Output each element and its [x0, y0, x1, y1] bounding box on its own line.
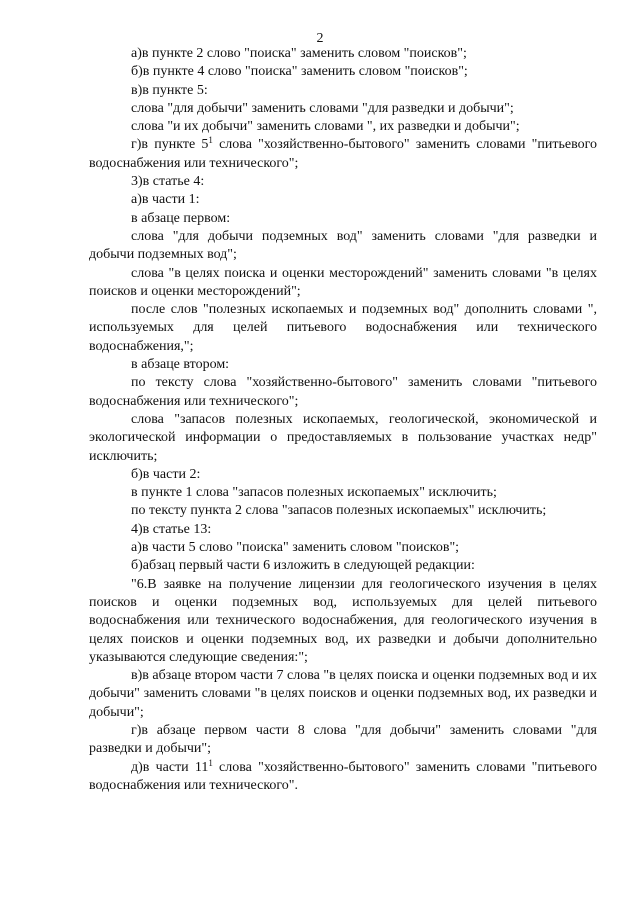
paragraph: 3)в статье 4:: [131, 174, 205, 190]
paragraph-text: д)в части 11: [131, 759, 209, 775]
paragraph: а)в пункте 2 слово "поиска" заменить словом "поисков";: [131, 46, 467, 61]
superscript: 1: [208, 135, 213, 146]
paragraph: слова "в целях поиска и оценки месторождений" заменить словами "в целях поисков и оценки месторождений";: [89, 265, 597, 299]
paragraph-text: г)в пункте 5: [131, 137, 209, 153]
paragraph: слова "запасов полезных ископаемых, геологической, экономической и экологической информации о предоставляемых в пользование участках недр" исключить;: [89, 411, 597, 464]
paragraph: б)в пункте 4 слово "поиска" заменить словом "поисков";: [131, 64, 468, 80]
paragraph: в)в пункте 5:: [131, 82, 208, 98]
paragraph-text: слова "хозяйственно-бытового" заменить словами "питьевого водоснабжения или технического";: [89, 137, 597, 171]
paragraph: "6.В заявке на получение лицензии для геологического изучения в целях поисков и оценки подземных вод, используемых для целей питьевого водоснабжения или технического водоснабжения, для геологического изучения в целях поисков и оценки подземных вод, их разведки и добычи дополнительно указываются следующие сведения:";: [89, 576, 597, 665]
paragraph: в)в абзаце втором части 7 слова "в целях поиска и оценки подземных вод и их добычи" заменить словами "в целях поисков и оценки подземных вод, их разведки и добычи";: [89, 668, 597, 720]
paragraph: слова "для добычи" заменить словами "для разведки и добычи";: [131, 100, 514, 116]
paragraph: в абзаце втором:: [131, 357, 230, 373]
paragraph: в пункте 1 слова "запасов полезных ископаемых" исключить;: [131, 485, 497, 501]
paragraph: [89, 136, 597, 173]
paragraph: после слов "полезных ископаемых и подземных вод" дополнить словами ", используемых для целей питьевого водоснабжения или технического водоснабжения,";: [89, 302, 597, 354]
paragraph: б)абзац первый части 6 изложить в следующей редакции:: [131, 558, 475, 574]
paragraph: [89, 759, 597, 796]
paragraph: слова "для добычи подземных вод" заменить словами "для разведки и добычи подземных вод";: [89, 228, 597, 263]
superscript: 1: [208, 757, 213, 768]
paragraph: по тексту слова "хозяйственно-бытового" заменить словами "питьевого водоснабжения или технического";: [89, 375, 597, 409]
paragraph: по тексту пункта 2 слова "запасов полезных ископаемых" исключить;: [131, 503, 547, 519]
document-body: [89, 45, 597, 795]
paragraph: г)в абзаце первом части 8 слова "для добычи" заменить словами "для разведки и добычи";: [89, 722, 597, 757]
paragraph: 4)в статье 13:: [131, 521, 212, 537]
paragraph: а)в части 1:: [131, 192, 200, 208]
paragraph: в абзаце первом:: [131, 210, 231, 226]
paragraph: а)в части 5 слово "поиска" заменить словом "поисков";: [131, 540, 460, 556]
paragraph: б)в части 2:: [131, 466, 201, 482]
paragraph-text: слова "хозяйственно-бытового" заменить словами "питьевого водоснабжения или технического".: [89, 759, 597, 793]
paragraph: слова "и их добычи" заменить словами ", их разведки и добычи";: [131, 119, 520, 135]
page-number: 2: [316, 31, 324, 46]
